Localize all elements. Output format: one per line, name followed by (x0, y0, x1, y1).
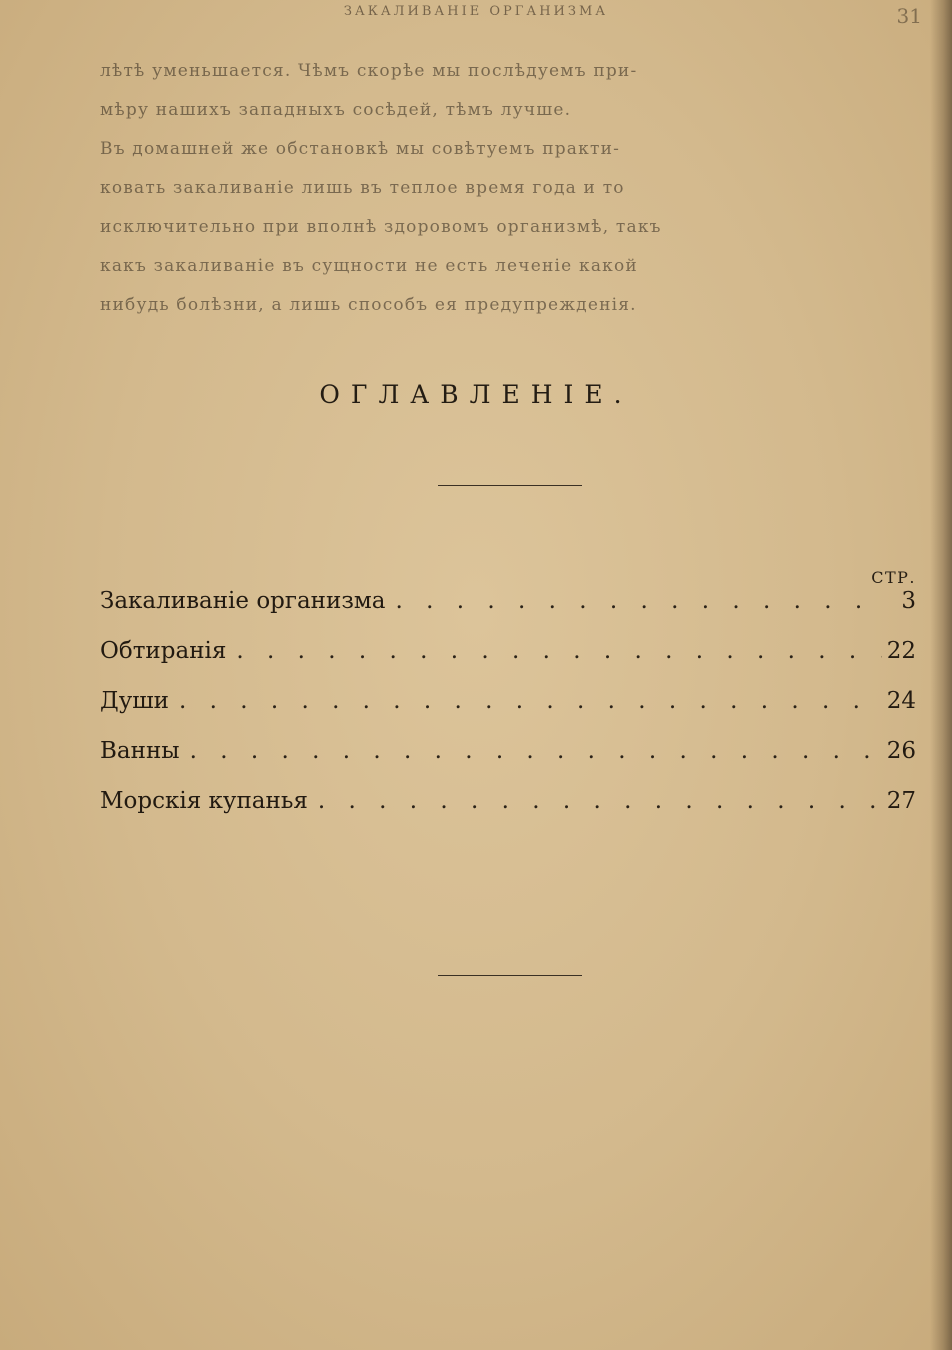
toc-entry (100, 688, 916, 738)
running-head-page-number: 31 (896, 4, 922, 28)
divider-rule (438, 975, 582, 976)
toc-list (100, 588, 916, 838)
toc-entry (100, 638, 916, 688)
toc-entry-page: 24 (886, 688, 916, 714)
page-column-label: СТР. (871, 568, 916, 587)
page-edge-shadow (930, 0, 952, 1350)
paragraph-line: исключительно при вполнѣ здоровомъ организмѣ, такъ (100, 217, 662, 237)
toc-entry-title: Души (100, 688, 169, 714)
toc-entry-page: 22 (886, 638, 916, 664)
toc-entry-page: 3 (901, 588, 916, 614)
divider-rule (438, 485, 582, 486)
toc-entry-page: 26 (886, 738, 916, 764)
dot-leader (180, 738, 882, 764)
running-head-title: ЗАКАЛИВАНІЕ ОРГАНИЗМА (343, 4, 609, 19)
toc-entry-title: Ванны (100, 738, 180, 764)
toc-entry (100, 588, 916, 638)
dot-leader (385, 588, 882, 614)
paragraph-line: лѣтѣ уменьшается. Чѣмъ скорѣе мы послѣдуемъ при- (100, 61, 638, 81)
paragraph-line: нибудь болѣзни, а лишь способъ ея предупрежденія. (100, 295, 637, 315)
dot-leader (169, 688, 882, 714)
paragraph-line: Въ домашней же обстановкѣ мы совѣтуемъ практи- (100, 139, 621, 159)
closing-paragraph (100, 52, 868, 325)
toc-entry-page: 27 (886, 788, 916, 814)
toc-entry (100, 738, 916, 788)
toc-heading: ОГЛАВЛЕНІЕ. (319, 380, 633, 409)
paragraph-line: ковать закаливаніе лишь въ теплое время года и то (100, 178, 625, 198)
toc-entry-title: Закаливаніе организма (100, 588, 386, 614)
paragraph-line: какъ закаливаніе въ сущности не есть леченіе какой (100, 256, 638, 276)
toc-entry (100, 788, 916, 838)
toc-entry-title: Морскія купанья (100, 788, 308, 814)
dot-leader (226, 638, 882, 664)
toc-entry-title: Обтиранія (100, 638, 227, 664)
dot-leader (308, 788, 882, 814)
paragraph-line: мѣру нашихъ западныхъ сосѣдей, тѣмъ лучше. (100, 100, 572, 120)
